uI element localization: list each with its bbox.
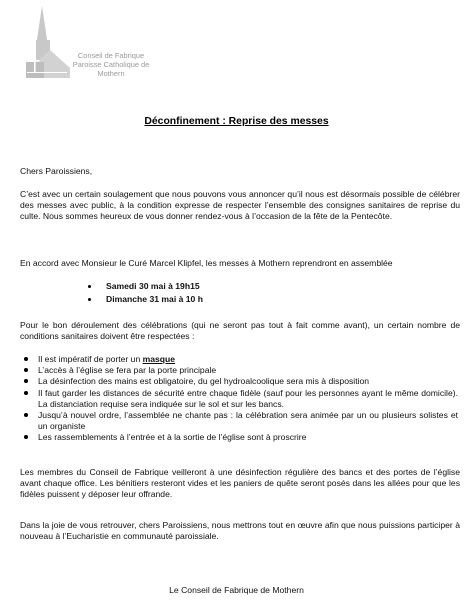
rule-item: [24, 388, 458, 410]
bullet-icon: [24, 413, 28, 417]
rule-text: L’accès à l’église se fera par la porte principale: [38, 365, 217, 376]
greeting: [20, 166, 460, 177]
sanitary-rules-list: [24, 354, 458, 444]
rule-text: La désinfection des mains est obligatoire, du gel hydroalcoolique sera mis à disposition: [38, 376, 370, 387]
org-line-2: Paroisse Catholique de: [72, 60, 150, 70]
paragraph-council-text: Les membres du Conseil de Fabrique veilleront à une désinfection régulière des bancs et des portes de l’église avant chaque office. Les bénitiers resteront vides et les paniers de quête seront posés dans les allées pour que les fidèles puissent y déposer leur offrande.: [20, 467, 460, 500]
paragraph-intro: [20, 189, 460, 223]
paragraph-agreement: [20, 258, 460, 269]
bullet-icon: [24, 435, 28, 439]
rule-text: Il faut garder les distances de sécurité entre chaque fidèle (sauf pour les personnes ayant le même domicile). La distanciation requise sera indiquée sur le sol et sur les bancs.: [38, 387, 458, 409]
bullet-icon: [24, 379, 28, 383]
rule-item-mask: [24, 354, 458, 365]
rule-mask-prefix: Il est impératif de porter un: [38, 354, 141, 364]
paragraph-closing: [20, 520, 460, 542]
rule-item: [24, 432, 458, 443]
org-line-3: Mothern: [97, 69, 125, 79]
mass-date-item: Dimanche 31 mai à 10 h: [88, 294, 203, 307]
mass-date-item: Samedi 30 mai à 19h15: [88, 281, 203, 294]
organization-name: [56, 51, 166, 79]
paragraph-intro-text: C’est avec un certain soulagement que nous pouvons vous annoncer qu’il nous est désormais possible de célébrer des messes avec public, à la condition expresse de respecter l’ensemble des consignes sanitaires de reprise du culte. Nous sommes heureux de vous donner rendez-vous à l’occasion de la fête de la Pentecôte.: [20, 189, 460, 222]
rule-item: [24, 410, 458, 432]
signature: Le Conseil de Fabrique de Mothern: [169, 585, 304, 595]
paragraph-conditions-text: Pour le bon déroulement des célébrations (qui ne seront pas tout à fait comme avant), un certain nombre de conditions sanitaires doivent être respectées :: [20, 320, 460, 342]
bullet-icon: [24, 357, 28, 361]
paragraph-conditions: [20, 320, 460, 342]
rule-text: Les rassemblements à l’entrée et à la sortie de l’église sont à proscrire: [38, 432, 307, 443]
bullet-icon: [24, 368, 28, 372]
rule-mask-keyword: masque: [142, 354, 176, 364]
paragraph-closing-text: Dans la joie de vous retrouver, chers Paroissiens, nous mettrons tout en œuvre afin que nous puissions participer à nouveau à l’Eucharistie en communauté paroissiale.: [20, 520, 460, 542]
document-title: Déconfinement : Reprise des messes: [144, 116, 329, 127]
mass-dates-list: [88, 281, 203, 307]
paragraph-council: [20, 467, 460, 501]
greeting-text: Chers Paroissiens,: [20, 166, 93, 176]
org-line-1: Conseil de Fabrique: [77, 51, 145, 60]
rule-item: [24, 376, 458, 387]
paragraph-agreement-text: En accord avec Monsieur le Curé Marcel Klipfel, les messes à Mothern reprendront en assemblée: [20, 258, 393, 268]
rule-text: Jusqu’à nouvel ordre, l’assemblée ne chante pas : la célébration sera animée par un ou plusieurs solistes et un organiste: [38, 410, 458, 432]
bullet-icon: [24, 391, 28, 395]
rule-item: [24, 365, 458, 376]
